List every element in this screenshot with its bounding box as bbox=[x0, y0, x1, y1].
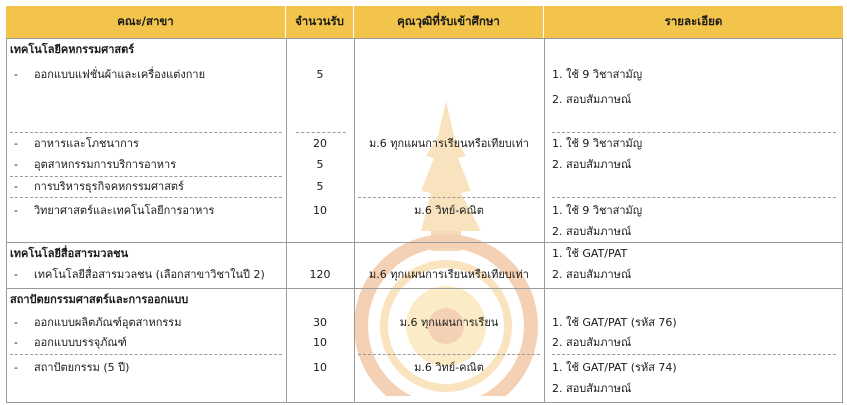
program-seats: 20 bbox=[313, 137, 327, 150]
row-bullet: - bbox=[14, 204, 18, 217]
program-seats: 10 bbox=[313, 336, 327, 349]
program-seats: 10 bbox=[313, 204, 327, 217]
grid-line bbox=[544, 38, 545, 403]
grid-line bbox=[6, 38, 7, 403]
row-separator bbox=[358, 354, 540, 355]
header-seats: จำนวนรับ bbox=[286, 6, 354, 38]
qualification-text: ม.6 ทุกแผนการเรียน bbox=[399, 316, 499, 329]
program-seats: 120 bbox=[309, 268, 331, 281]
qualification-text: ม.6 ทุกแผนการเรียนหรือเทียบเท่า bbox=[369, 137, 529, 150]
row-separator bbox=[10, 176, 282, 177]
program-name: วิทยาศาสตร์และเทคโนโลยีการอาหาร bbox=[34, 204, 215, 217]
grid-line bbox=[354, 38, 355, 403]
row-separator bbox=[10, 354, 282, 355]
qualification-text: ม.6 วิทย์-คณิต bbox=[414, 361, 484, 374]
program-name: สถาปัตยกรรม (5 ปี) bbox=[34, 361, 130, 374]
program-name: ออกแบบผลิตภัณฑ์อุตสาหกรรม bbox=[34, 316, 182, 329]
detail-line: 2. สอบสัมภาษณ์ bbox=[552, 268, 632, 281]
grid-line bbox=[842, 38, 843, 403]
row-bullet: - bbox=[14, 68, 18, 81]
row-bullet: - bbox=[14, 158, 18, 171]
program-seats: 5 bbox=[316, 180, 324, 193]
row-separator bbox=[10, 132, 282, 133]
program-name: ออกแบบแฟชั่นผ้าและเครื่องแต่งกาย bbox=[34, 68, 206, 81]
program-seats: 5 bbox=[316, 158, 324, 171]
group-divider bbox=[6, 242, 843, 243]
program-name: การบริหารธุรกิจคหกรรมศาสตร์ bbox=[34, 180, 184, 193]
row-bullet: - bbox=[14, 268, 18, 281]
program-seats: 5 bbox=[316, 68, 324, 81]
header-details: รายละเอียด bbox=[544, 6, 843, 38]
program-name: เทคโนโลยีสื่อสารมวลชน (เลือกสาขาวิชาในปี 2) bbox=[34, 268, 265, 281]
row-separator bbox=[552, 354, 836, 355]
qualification-text: ม.6 วิทย์-คณิต bbox=[414, 204, 484, 217]
row-separator bbox=[10, 197, 282, 198]
detail-line: 2. สอบสัมภาษณ์ bbox=[552, 336, 632, 349]
detail-line: 1. ใช้ GAT/PAT (รหัส 76) bbox=[552, 316, 677, 329]
detail-line: 1. ใช้ 9 วิชาสามัญ bbox=[552, 137, 643, 150]
group-divider bbox=[6, 288, 843, 289]
program-name: อาหารและโภชนาการ bbox=[34, 137, 139, 150]
grid-line bbox=[6, 402, 843, 403]
detail-line: 1. ใช้ GAT/PAT bbox=[552, 247, 628, 260]
detail-line: 1. ใช้ 9 วิชาสามัญ bbox=[552, 68, 643, 81]
row-bullet: - bbox=[14, 137, 18, 150]
header-qualification: คุณวุฒิที่รับเข้าศึกษา bbox=[354, 6, 544, 38]
program-name: อุตสาหกรรมการบริการอาหาร bbox=[34, 158, 177, 171]
detail-line: 2. สอบสัมภาษณ์ bbox=[552, 93, 632, 106]
program-seats: 10 bbox=[313, 361, 327, 374]
row-bullet: - bbox=[14, 336, 18, 349]
qualification-text: ม.6 ทุกแผนการเรียนหรือเทียบเท่า bbox=[369, 268, 529, 281]
detail-line: 2. สอบสัมภาษณ์ bbox=[552, 225, 632, 238]
program-seats: 30 bbox=[313, 316, 327, 329]
row-separator bbox=[358, 197, 540, 198]
header-faculty: คณะ/สาขา bbox=[6, 6, 286, 38]
row-separator bbox=[296, 132, 346, 133]
detail-line: 1. ใช้ GAT/PAT (รหัส 74) bbox=[552, 361, 677, 374]
row-bullet: - bbox=[14, 316, 18, 329]
row-bullet: - bbox=[14, 361, 18, 374]
group-title-architecture-design: สถาปัตยกรรมศาสตร์และการออกแบบ bbox=[10, 293, 189, 306]
detail-line: 2. สอบสัมภาษณ์ bbox=[552, 158, 632, 171]
group-title-mass-communication: เทคโนโลยีสื่อสารมวลชน bbox=[10, 247, 129, 260]
group-title-home-economics: เทคโนโลยีคหกรรมศาสตร์ bbox=[10, 43, 135, 56]
row-bullet: - bbox=[14, 180, 18, 193]
admission-table bbox=[6, 6, 843, 403]
grid-line bbox=[6, 38, 843, 39]
row-separator bbox=[552, 197, 836, 198]
detail-line: 2. สอบสัมภาษณ์ bbox=[552, 382, 632, 395]
program-name: ออกแบบบรรจุภัณฑ์ bbox=[34, 336, 127, 349]
detail-line: 1. ใช้ 9 วิชาสามัญ bbox=[552, 204, 643, 217]
row-separator bbox=[552, 132, 836, 133]
